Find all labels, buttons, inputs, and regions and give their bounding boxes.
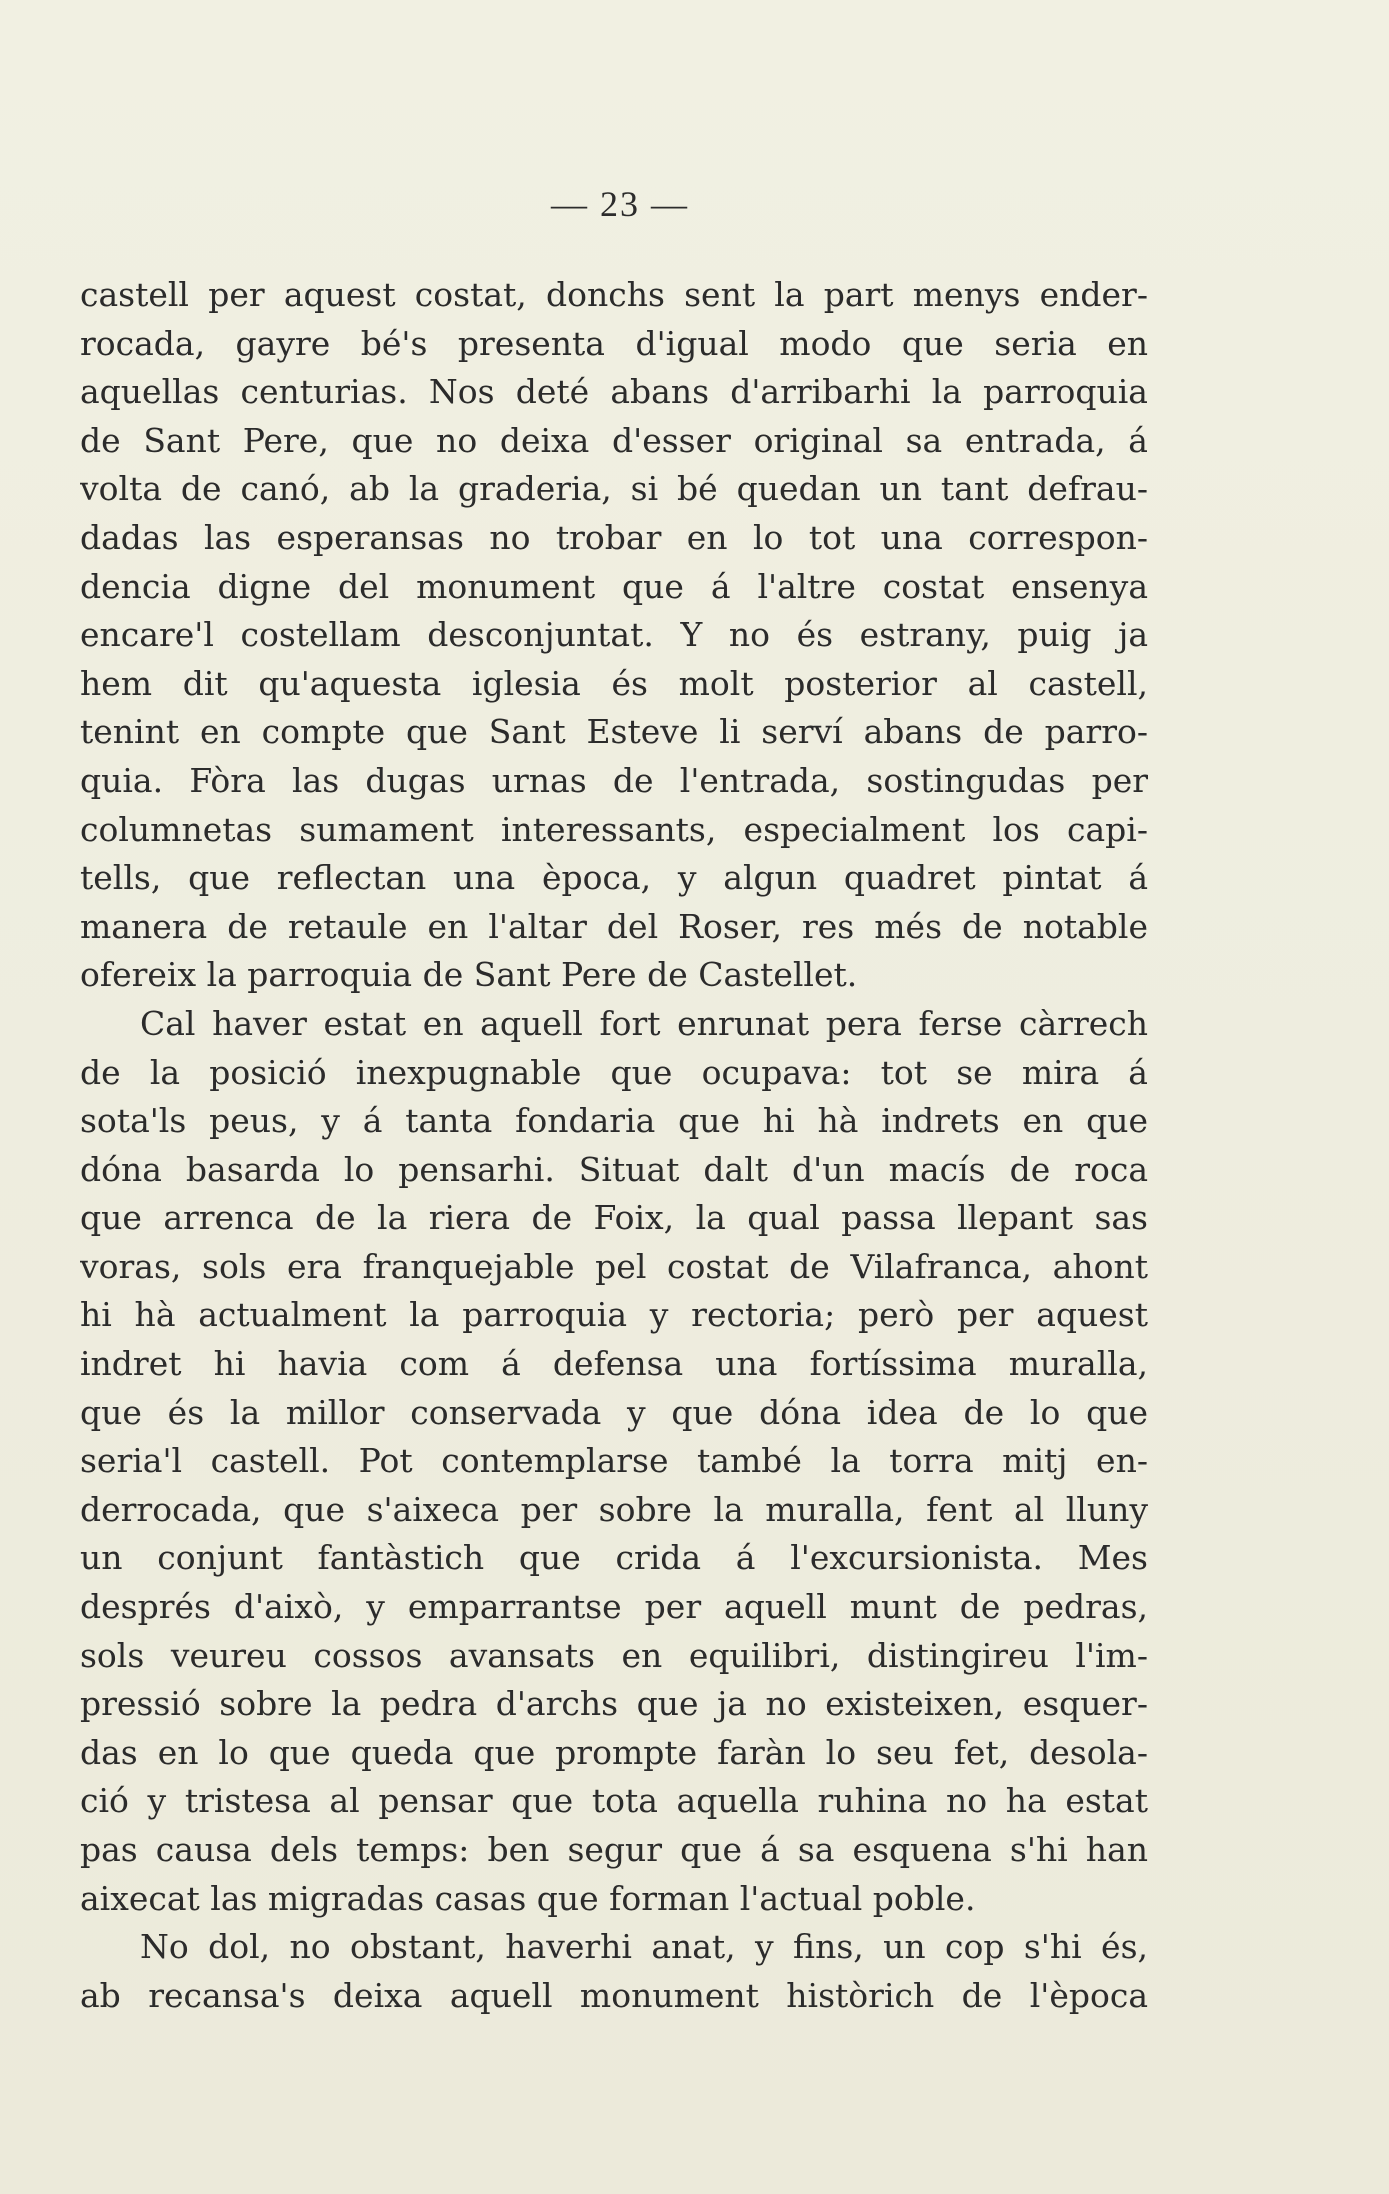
text-line: voras, sols era franquejable pel costat de Vilafranca, ahont: [80, 1246, 1148, 1286]
text-line: castell per aquest costat, donchs sent la part menys ender-: [80, 275, 1148, 314]
text-line: ofereix la parroquia de Sant Pere de Castellet.: [80, 955, 858, 995]
text-line: volta de canó, ab la graderia, si bé quedan un tant defrau-: [80, 469, 1148, 509]
text-line: tells, que reflectan una època, y algun quadret pintat á: [80, 858, 1148, 898]
text-line: manera de retaule en l'altar del Roser, res més de notable: [80, 906, 1148, 946]
text-line: indret hi havia com á defensa una fortíssima muralla,: [80, 1344, 1148, 1384]
text-line: pas causa dels temps: ben segur que á sa esquena s'hi han: [80, 1830, 1148, 1869]
text-line: de la posició inexpugnable que ocupava: tot se mira á: [80, 1052, 1148, 1092]
text-line: encare'l costellam desconjuntat. Y no és estrany, puig ja: [80, 615, 1148, 655]
text-line: das en lo que queda que prompte faràn lo seu fet, desola-: [80, 1732, 1148, 1772]
page-number: — 23 —: [551, 184, 689, 224]
text-line: ab recansa's deixa aquell monument històrich de l'època: [80, 1975, 1148, 2015]
text-line: hi hà actualment la parroquia y rectoria; però per aquest: [80, 1295, 1148, 1335]
text-line: derrocada, que s'aixeca per sobre la muralla, fent al lluny: [80, 1489, 1148, 1529]
text-line: aixecat las migradas casas que forman l'actual poble.: [80, 1878, 976, 1918]
text-line: rocada, gayre bé's presenta d'igual modo que seria en: [80, 323, 1148, 363]
text-line: sota'ls peus, y á tanta fondaria que hi hà indrets en que: [80, 1101, 1148, 1141]
text-line: un conjunt fantàstich que crida á l'excursionista. Mes: [80, 1538, 1148, 1578]
text-line: de Sant Pere, que no deixa d'esser original sa entrada, á: [80, 420, 1148, 460]
text-line: que és la millor conservada y que dóna idea de lo que: [80, 1392, 1148, 1432]
body-text: [80, 271, 1148, 2020]
paragraph: [80, 1923, 1148, 2020]
text-line: aquellas centurias. Nos deté abans d'arribarhi la parroquia: [80, 372, 1148, 412]
text-line: dadas las esperansas no trobar en lo tot una correspon-: [80, 517, 1148, 557]
paragraph: [80, 271, 1148, 1000]
text-line: tenint en compte que Sant Esteve li serví abans de parro-: [80, 712, 1148, 752]
text-line: Cal haver estat en aquell fort enrunat pera ferse càrrech: [140, 1003, 1148, 1043]
text-line: columnetas sumament interessants, especialment los capi-: [80, 809, 1148, 849]
text-line: No dol, no obstant, haverhi anat, y fins, un cop s'hi és,: [140, 1927, 1148, 1967]
text-line: després d'això, y emparrantse per aquell munt de pedras,: [80, 1587, 1148, 1627]
text-line: pressió sobre la pedra d'archs que ja no existeixen, esquer-: [80, 1684, 1148, 1724]
text-line: hem dit qu'aquesta iglesia és molt posterior al castell,: [80, 663, 1148, 703]
text-line: quia. Fòra las dugas urnas de l'entrada, sostingudas per: [80, 760, 1148, 800]
paragraph: [80, 1000, 1148, 1923]
text-line: ció y tristesa al pensar que tota aquella ruhina no ha estat: [80, 1781, 1148, 1821]
text-line: seria'l castell. Pot contemplarse també la torra mitj en-: [80, 1441, 1148, 1481]
text-line: que arrenca de la riera de Foix, la qual passa llepant sas: [80, 1198, 1148, 1238]
text-line: dóna basarda lo pensarhi. Situat dalt d'un macís de roca: [80, 1149, 1148, 1189]
text-line: sols veureu cossos avansats en equilibri, distingireu l'im-: [80, 1635, 1148, 1675]
text-line: dencia digne del monument que á l'altre costat ensenya: [80, 566, 1148, 606]
